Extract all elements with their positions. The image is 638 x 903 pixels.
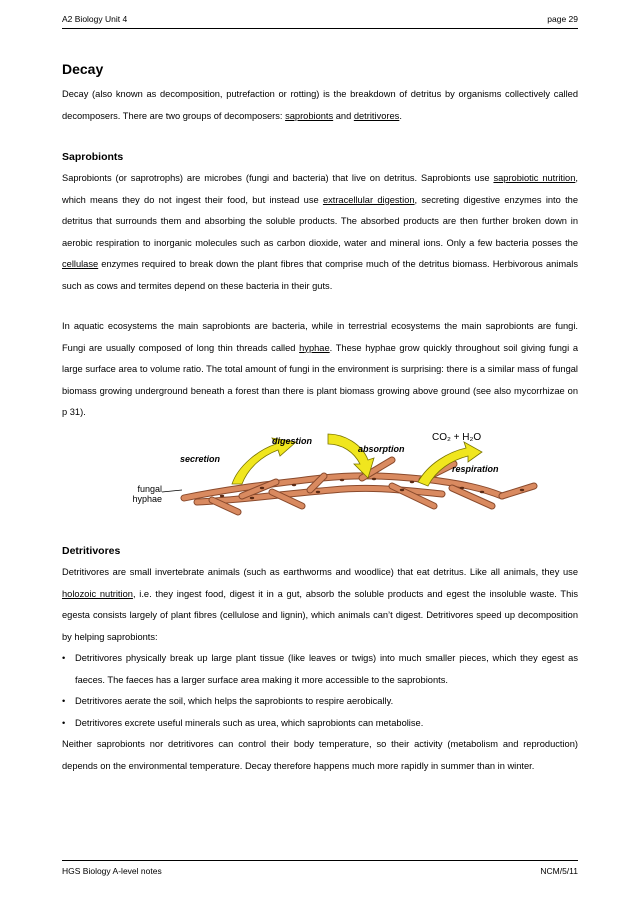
key-term: extracellular digestion (322, 194, 415, 205)
text-run: , which means they do not ingest their food, but instead use (62, 173, 578, 205)
section-detritivores (62, 544, 578, 777)
detritivores-heading: Detritivores (62, 545, 121, 557)
text-run: enzymes required to break down the plant fibres that comprise much of the detritus biomass. Herbivorous animals such as cows and termites depend on these bacteria in their guts. (62, 259, 578, 291)
text-run: and (333, 110, 354, 121)
footer-rule (62, 860, 578, 861)
hyphae-pointer-line (162, 490, 182, 492)
hypha-nucleus (220, 495, 224, 497)
absorption-arrow (328, 434, 374, 478)
text-run: Detritivores are small invertebrate animals (such as earthworms and woodlice) that eat detritus. Like all animals, they use (62, 567, 578, 577)
detritivores-paragraph-2: Neither saprobionts nor detritivores can control their body temperature, so their activity (metabolism and reproduction) depends on the environmental temperature. Decay therefore happens much more rapidly in summer than in winter. (62, 739, 578, 771)
text-run: Saprobionts (or saprotrophs) are microbes (fungi and bacteria) that live on detritus. Saprobionts use (62, 173, 494, 183)
detritivores-paragraph-1 (62, 562, 578, 648)
hyphae-label (120, 484, 162, 504)
hypha-nucleus (480, 491, 484, 493)
key-term: detritivores (353, 110, 400, 121)
section-decay (62, 60, 578, 127)
text-run: . These hyphae grow quickly throughout soil giving fungi a large surface area to volume ratio. The total amount of fungi in the environment is surprising: there is a similar mass of fungal biomass growing underground beneath a forest than there is plant biomass growing above ground (see also mycorrhizae on p 31). (62, 342, 578, 417)
key-term: cellulase (62, 259, 99, 269)
hyphae-label-line-2: hyphae (132, 494, 162, 504)
hypha-nucleus (292, 484, 296, 486)
hypha-nucleus (260, 487, 264, 489)
key-term: hyphae (299, 342, 330, 353)
hyphae-diagram-graphic (62, 430, 578, 520)
saprobionts-paragraph-2 (62, 316, 578, 424)
hypha-nucleus (250, 497, 254, 499)
decay-paragraph (62, 84, 578, 127)
header-rule (62, 28, 578, 29)
key-term: holozoic nutrition (62, 588, 133, 599)
digestion-label: digestion (272, 436, 312, 446)
hypha-nucleus (400, 489, 404, 491)
header-left: A2 Biology Unit 4 (62, 14, 128, 24)
respiration-label: respiration (452, 464, 499, 474)
secretion-label: secretion (180, 454, 221, 464)
text-run: , secreting digestive enzymes into the detritus that surrounds them and absorbing the soluble products. The absorbed products are then further broken down in aerobic respiration to inorganic molecules such as carbon dioxide, water and mineral ions. Only a few bacteria posses the (62, 194, 579, 248)
products-label: CO₂ + H₂O (432, 432, 482, 443)
text-run: Decay (also known as decomposition, putrefaction or rotting) is the breakdown of detritus by organisms collectively called decomposers. There are two groups of decomposers: (62, 89, 578, 121)
hyphae-diagram (62, 430, 578, 520)
hypha-nucleus (460, 487, 464, 489)
saprobionts-heading: Saprobionts (62, 151, 124, 163)
footer-right: NCM/5/11 (540, 866, 578, 876)
text-run: In aquatic ecosystems the main saprobionts are bacteria, while in terrestrial ecosystems the main saprobionts are fungi. Fungi are usually composed of long thin threads called (62, 321, 578, 353)
text-run: , i.e. they ingest food, digest it in a gut, absorb the soluble products and egest the insoluble waste. This egesta consists largely of plant fibres (cellulose and lignin), which animals can’t digest. Detritivores speed up decomposition by helping saprobionts: (62, 588, 578, 642)
footer-left: HGS Biology A-level notes (62, 866, 162, 876)
section-saprobionts (62, 150, 578, 424)
hypha-nucleus (372, 478, 376, 480)
bullet-item-3: • Detritivores excrete useful minerals such as urea, which saprobionts can metabolise. (62, 713, 578, 735)
text-run: . (399, 110, 402, 121)
decay-heading: Decay (62, 61, 104, 77)
hypha-nucleus (340, 479, 344, 481)
header-right: page 29 (547, 14, 578, 24)
hyphae-label-line-1: fungal (137, 484, 162, 494)
bullet-item-2: • Detritivores aerate the soil, which helps the saprobionts to respire aerobically. (62, 691, 578, 713)
bullet-item-1: • Detritivores physically break up large plant tissue (like leaves or twigs) into much smaller pieces, which they egest as faeces. The faeces has a larger surface area making it more accessible to the saprobionts. (62, 648, 578, 691)
absorption-label: absorption (358, 444, 405, 454)
saprobionts-paragraph-1 (62, 168, 578, 297)
key-term: saprobiotic nutrition (493, 173, 576, 183)
hypha-nucleus (316, 491, 320, 493)
hypha-nucleus (410, 481, 414, 483)
hypha-nucleus (520, 489, 524, 491)
key-term: saprobionts (285, 110, 334, 121)
